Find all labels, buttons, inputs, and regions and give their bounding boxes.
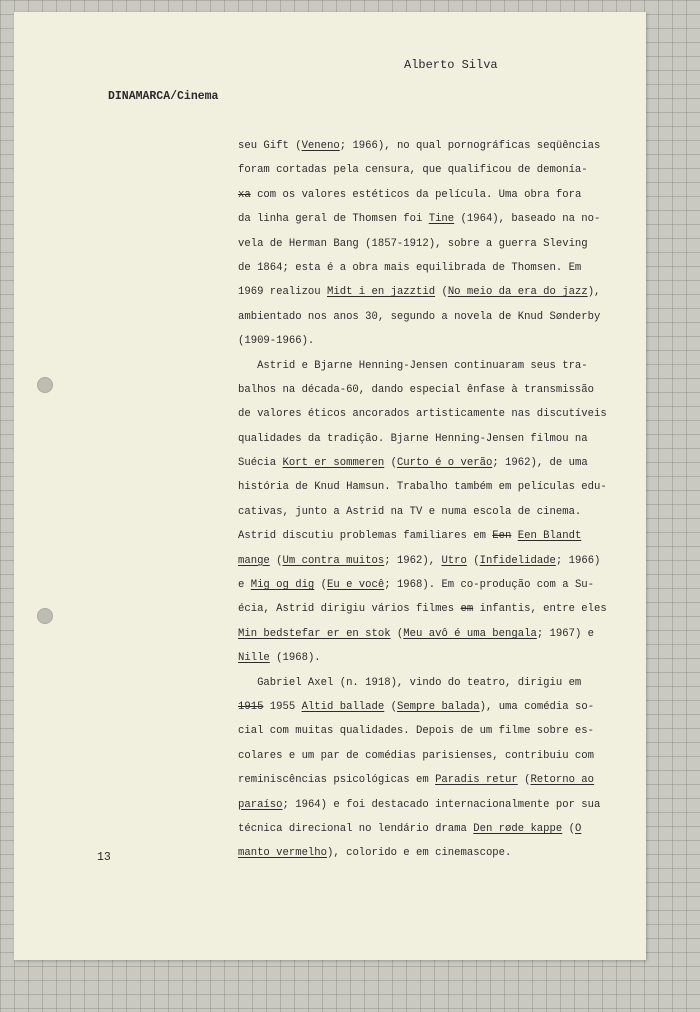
text-line (238, 256, 610, 280)
struck-text: Een (492, 530, 512, 543)
text-line (238, 768, 610, 792)
film-title: Utro (441, 554, 467, 567)
text-segment: ( (384, 457, 397, 470)
text-line (238, 671, 610, 695)
text-segment: ( (562, 822, 575, 835)
text-line (238, 158, 610, 182)
text-line (238, 500, 610, 524)
film-title: Veneno (301, 140, 340, 152)
text-segment: ( (384, 700, 397, 713)
text-line (238, 549, 610, 573)
text-line (238, 475, 610, 499)
text-line (238, 134, 610, 158)
text-segment: 1969 realizou (238, 286, 328, 299)
text-segment: qualidades da tradição. Bjarne Henning-Jensen filmou na (238, 432, 588, 445)
film-title: No meio da era do jazz (447, 286, 588, 299)
text-line (238, 329, 610, 353)
film-title: manto vermelho (238, 847, 328, 860)
text-segment: (1968). (269, 652, 321, 665)
film-title: Tine (428, 213, 455, 226)
film-title: Midt i en jazztid (327, 286, 436, 299)
struck-text: em (460, 603, 474, 616)
film-title: Altid ballade (301, 700, 385, 713)
text-segment: foram cortadas pela censura, que qualificou de demonía- (238, 164, 588, 177)
punch-hole-top (37, 377, 53, 393)
text-segment: Suécia (238, 457, 283, 470)
text-line (238, 354, 610, 378)
text-segment: ; 1966) (555, 554, 601, 567)
text-segment: Gabriel Axel (n. 1918), vindo do teatro, dirigiu em (238, 676, 582, 689)
film-title: Den røde kappe (473, 822, 563, 835)
page-number: 13 (97, 851, 111, 864)
text-line (238, 646, 610, 670)
text-segment: (1964), baseado na no- (454, 213, 601, 226)
text-segment: (1909-1966). (238, 335, 315, 348)
text-line (238, 524, 610, 548)
film-title: Meu avô é uma bengala (403, 627, 537, 640)
text-segment: e (238, 579, 251, 592)
text-segment: de valores éticos ancorados artisticamente nas discutíveis (238, 408, 607, 421)
film-title: Sempre balada (396, 700, 480, 713)
text-segment: da linha geral de Thomsen foi (238, 213, 429, 226)
text-line (238, 719, 610, 743)
text-line (238, 817, 610, 841)
film-title: Paradis retur (435, 774, 518, 787)
film-title: Eu e você (327, 579, 385, 592)
text-segment: de 1864; esta é a obra mais equilibrada de Thomsen. Em (238, 261, 582, 274)
text-segment: 1955 (263, 700, 302, 713)
text-segment: reminiscências psicológicas em (238, 774, 436, 787)
text-line (238, 622, 610, 646)
film-title: O (574, 822, 582, 835)
text-segment: ( (517, 774, 531, 787)
text-segment: cativas, junto a Astrid na TV e numa escola de cinema. (238, 505, 582, 518)
text-segment: ; 1966), no qual pornográficas seqüências (339, 140, 601, 152)
film-title: Min bedstefar er en stok (238, 627, 391, 640)
text-segment: ( (435, 286, 448, 299)
text-segment: ; 1967) e (536, 627, 595, 640)
text-segment: Astrid e Bjarne Henning-Jensen continuaram seus tra- (238, 359, 588, 372)
text-line (238, 402, 610, 426)
text-line (238, 793, 610, 817)
text-segment: Astrid discutiu problemas familiares em (238, 530, 493, 543)
text-line (238, 451, 610, 475)
text-line (238, 744, 610, 768)
film-title: paraíso (238, 798, 283, 811)
text-segment: com os valores estéticos da película. Uma obra fora (250, 188, 582, 201)
text-segment: ; 1962), de uma (492, 457, 588, 470)
text-line (238, 305, 610, 329)
text-line (238, 695, 610, 719)
text-segment: ; 1968). Em co-produção com a Su- (384, 579, 595, 592)
text-segment: ), (587, 286, 601, 299)
text-line (238, 378, 610, 402)
film-title: mange (238, 554, 270, 567)
text-segment: colares e um par de comédias parisienses, contribuiu com (238, 749, 595, 762)
text-segment: ambientado nos anos 30, segundo a novela de Knud Sønderby (238, 310, 601, 323)
text-segment: história de Knud Hamsun. Trabalho também em películas edu- (238, 481, 607, 494)
text-line (238, 427, 610, 451)
text-segment: ( (466, 554, 480, 567)
film-title: Een Blandt (517, 530, 582, 543)
text-line (238, 232, 610, 256)
author-name: Alberto Silva (404, 58, 498, 72)
film-title: Mig og dig (250, 579, 315, 592)
text-segment: balhos na década-60, dando especial ênfase à transmissão (238, 383, 595, 396)
text-segment: écia, Astrid dirigiu vários filmes (238, 603, 461, 616)
film-title: Retorno ao (530, 774, 595, 787)
text-line (238, 183, 610, 207)
text-segment: cial com muitas qualidades. Depois de um filme sobre es- (238, 725, 595, 738)
text-segment: técnica direcional no lendário drama (238, 822, 474, 835)
struck-text: 1915 (238, 700, 264, 713)
text-segment: seu Gift ( (238, 140, 302, 152)
struck-text: xa (238, 188, 251, 201)
film-title: Curto é o verão (396, 457, 493, 470)
text-line (238, 597, 610, 621)
text-segment: ; 1964) e foi destacado internacionalmente por sua (282, 798, 601, 811)
text-segment: ; 1962), (384, 554, 442, 567)
text-segment: vela de Herman Bang (1857-1912), sobre a guerra Sleving (238, 237, 588, 250)
text-line (238, 573, 610, 597)
text-segment: ), colorido e em cinemascope. (327, 847, 512, 860)
text-line (238, 207, 610, 231)
text-segment: ( (390, 627, 404, 640)
text-line (238, 841, 610, 865)
film-title: Nille (238, 652, 270, 665)
text-segment: ), uma comédia so- (479, 700, 595, 713)
body-text (238, 134, 610, 866)
text-segment: infantis, entre eles (473, 603, 607, 616)
text-segment: ( (269, 554, 283, 567)
text-line (238, 280, 610, 304)
punch-hole-bottom (37, 608, 53, 624)
film-title: Kort er sommeren (282, 457, 385, 470)
film-title: Infidelidade (479, 554, 556, 567)
section-heading: DINAMARCA/Cinema (108, 90, 219, 103)
film-title: Um contra muitos (282, 554, 385, 567)
text-segment: ( (314, 579, 328, 592)
